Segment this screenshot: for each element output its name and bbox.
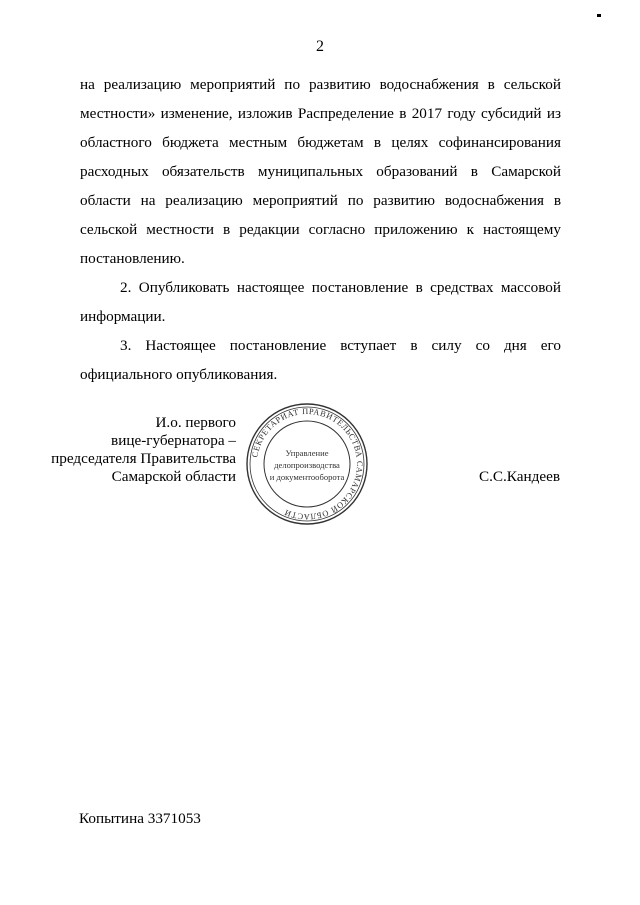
- document-body: [80, 70, 561, 389]
- signatory-title-line: вице-губернатора –: [111, 432, 236, 449]
- page-number: 2: [316, 38, 324, 55]
- signatory-title-line: Самарской области: [111, 468, 236, 485]
- scan-mark: [597, 14, 601, 17]
- stamp-inner-text: делопроизводства: [274, 460, 340, 470]
- signatory-title-line: председателя Правительства: [51, 450, 236, 467]
- signatory-title-line: И.о. первого: [155, 414, 236, 431]
- paragraph-effective-date: 3. Настоящее постановление вступает в силу со дня его официального опубликования.: [80, 337, 561, 383]
- paragraph-amendment: на реализацию мероприятий по развитию водоснабжения в сельской местности» изменение, изложив Распределение в 2017 году субсидий из областного бюджета местным бюджетам в целях софинансирования расходных обязательств муниципальных образований в Самарской области на реализацию мероприятий по развитию водоснабжения в сельской местности в редакции согласно приложению к настоящему постановлению.: [80, 76, 561, 267]
- signatory-name: С.С.Кандеев: [478, 468, 560, 485]
- stamp-inner-text: и документооборота: [269, 472, 345, 482]
- official-stamp: [245, 402, 369, 526]
- stamp-inner-text: Управление: [285, 448, 329, 458]
- signatory-title: [40, 414, 236, 486]
- stamp-ring-text: СЕКРЕТАРИАТ ПРАВИТЕЛЬСТВА САМАРСКОЙ ОБЛАСТИ: [250, 406, 365, 522]
- paragraph-publication: 2. Опубликовать настоящее постановление в средствах массовой информации.: [80, 279, 561, 325]
- executor-reference: Копытина 3371053: [79, 810, 201, 827]
